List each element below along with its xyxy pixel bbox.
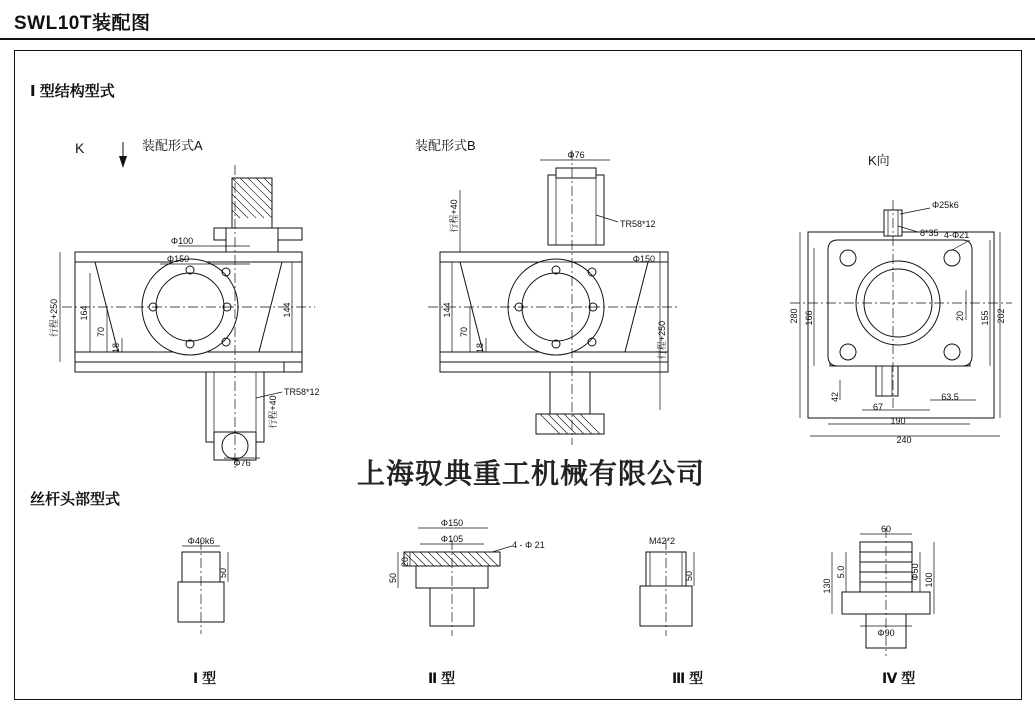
screw-head-type-4-label: Ⅳ 型 — [882, 670, 916, 686]
section-label-structure: Ⅰ 型结构型式 — [30, 83, 115, 100]
svg-text:TR58*12: TR58*12 — [284, 387, 320, 397]
svg-text:Φ76: Φ76 — [233, 458, 251, 468]
svg-text:70: 70 — [459, 326, 469, 338]
screw-head-type-2-label: Ⅱ 型 — [428, 670, 456, 686]
svg-text:144: 144 — [442, 302, 452, 318]
svg-text:Φ150: Φ150 — [166, 254, 190, 264]
svg-text:70: 70 — [96, 326, 106, 338]
svg-text:行程+250: 行程+250 — [49, 298, 59, 338]
svg-text:18: 18 — [111, 342, 121, 354]
svg-text:280: 280 — [789, 308, 799, 324]
screw-head-type-1-drawing — [178, 536, 228, 634]
section-label-screw-head: 丝杆头部型式 — [30, 491, 121, 508]
svg-text:4 - Φ 21: 4 - Φ 21 — [512, 540, 545, 550]
svg-text:8*35: 8*35 — [920, 228, 939, 238]
svg-text:Φ150: Φ150 — [440, 518, 464, 528]
svg-text:Φ40k6: Φ40k6 — [187, 536, 215, 546]
screw-head-type-2-drawing — [388, 518, 545, 636]
view-a-caption: 装配形式A — [142, 138, 203, 153]
svg-text:4-Φ21: 4-Φ21 — [944, 230, 970, 240]
svg-text:60: 60 — [880, 524, 892, 534]
svg-text:M42*2: M42*2 — [648, 536, 676, 546]
view-b-drawing — [428, 150, 680, 445]
svg-text:67: 67 — [872, 402, 884, 412]
svg-text:行程+40: 行程+40 — [449, 199, 459, 233]
svg-text:190: 190 — [890, 416, 906, 426]
svg-text:Φ100: Φ100 — [170, 236, 194, 246]
svg-text:20: 20 — [400, 556, 410, 568]
view-k-caption: K向 — [868, 153, 890, 168]
svg-text:155: 155 — [980, 310, 990, 326]
svg-text:5.0: 5.0 — [836, 565, 846, 579]
screw-head-type-4-drawing — [822, 524, 934, 656]
svg-text:50: 50 — [388, 572, 398, 584]
company-watermark: 上海驭典重工机械有限公司 — [357, 458, 706, 489]
view-b-caption: 装配形式B — [415, 138, 476, 153]
svg-text:行程+40: 行程+40 — [268, 395, 278, 429]
svg-text:63.5: 63.5 — [941, 392, 959, 402]
svg-text:18: 18 — [475, 342, 485, 354]
svg-text:166: 166 — [804, 310, 814, 326]
svg-text:行程+250: 行程+250 — [657, 320, 667, 360]
page-title: SWL10T装配图 — [14, 13, 151, 34]
svg-text:Φ50: Φ50 — [910, 563, 920, 581]
svg-text:164: 164 — [79, 305, 89, 321]
svg-text:130: 130 — [822, 578, 832, 594]
screw-head-type-3-label: Ⅲ 型 — [672, 670, 704, 686]
svg-text:TR58*12: TR58*12 — [620, 219, 656, 229]
svg-text:42: 42 — [830, 391, 840, 403]
svg-text:50: 50 — [684, 570, 694, 582]
svg-text:144: 144 — [282, 302, 292, 318]
svg-text:50: 50 — [218, 567, 228, 579]
svg-text:20: 20 — [955, 310, 965, 322]
svg-text:Φ25k6: Φ25k6 — [932, 200, 959, 210]
screw-head-type-1-label: Ⅰ 型 — [193, 670, 217, 686]
svg-text:Φ90: Φ90 — [877, 628, 895, 638]
svg-text:Φ105: Φ105 — [440, 534, 464, 544]
svg-text:Φ150: Φ150 — [632, 254, 655, 264]
view-k-drawing — [790, 200, 1012, 436]
svg-text:240: 240 — [896, 435, 912, 445]
k-direction-mark: K — [75, 140, 85, 156]
screw-head-type-3-drawing — [640, 536, 694, 636]
svg-text:100: 100 — [924, 572, 934, 588]
svg-text:Φ76: Φ76 — [567, 150, 585, 160]
k-arrow — [119, 142, 127, 168]
svg-text:202: 202 — [996, 308, 1006, 324]
